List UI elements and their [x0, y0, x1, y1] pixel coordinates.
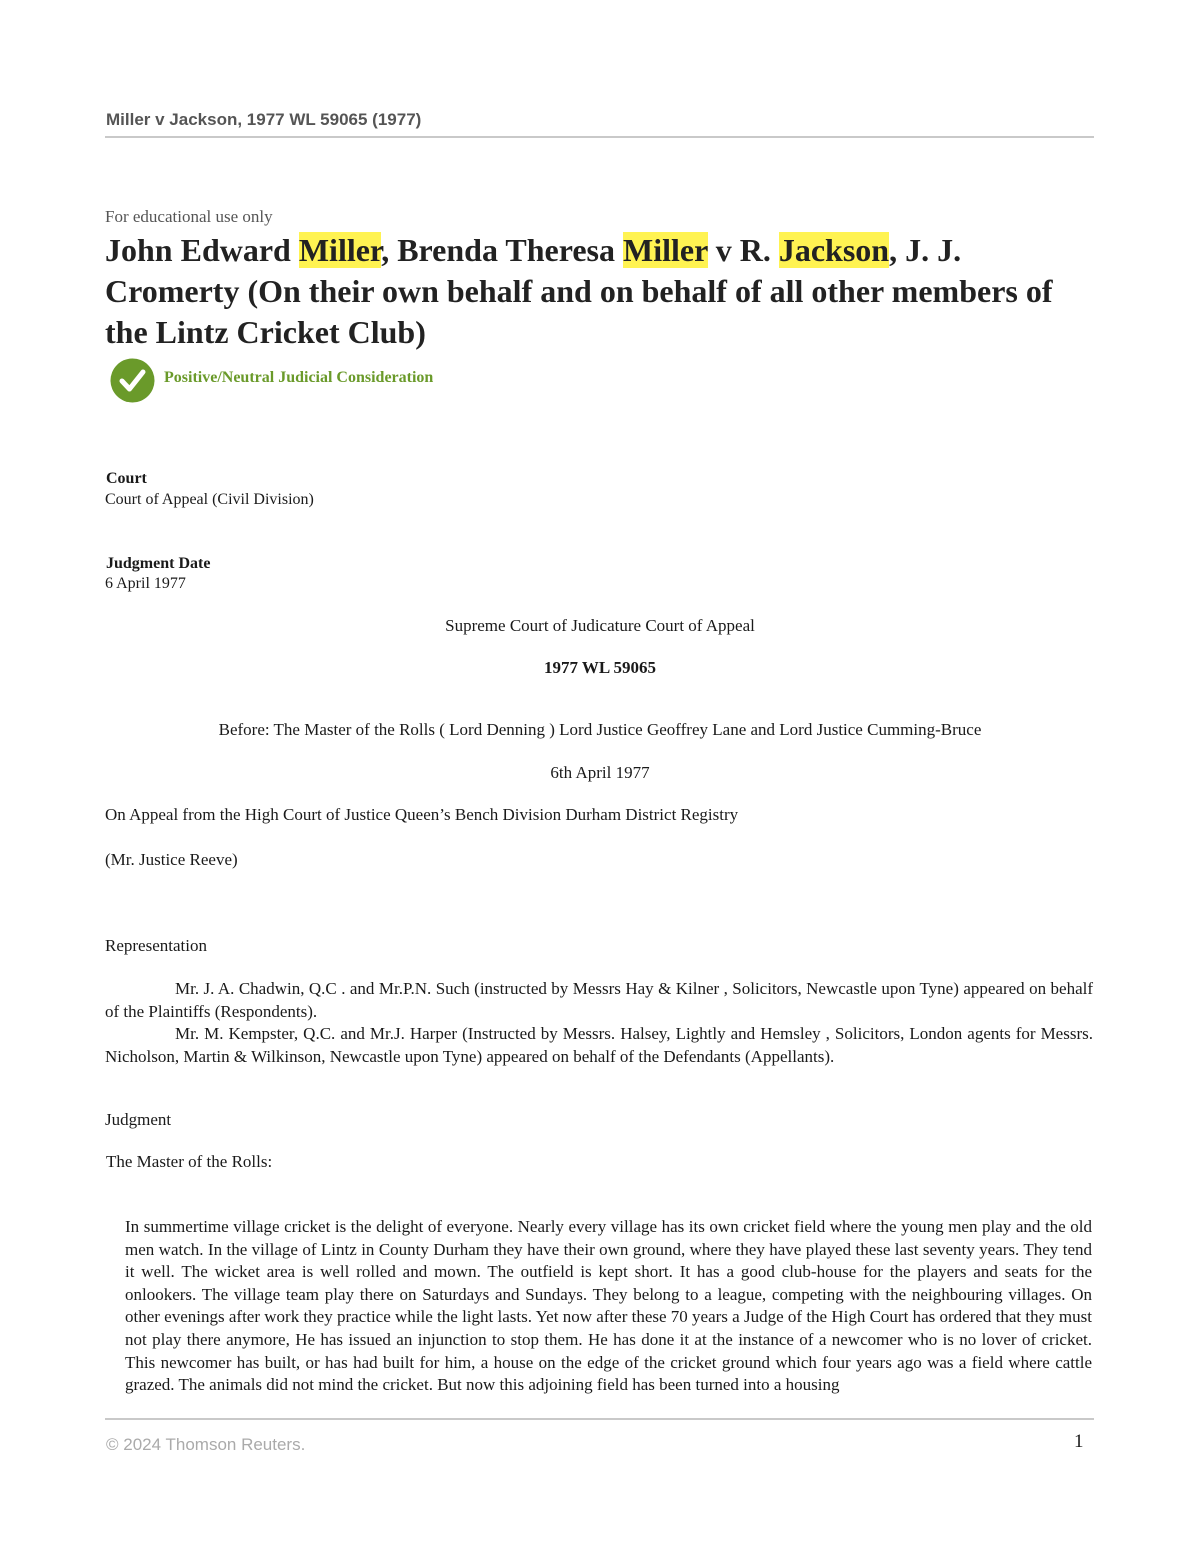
title-text: , J. J. Cromerty (On their own behalf and on behalf of all other members of the Lintz Cricket Club) [105, 232, 1053, 350]
judgment-paragraph: In summertime village cricket is the delight of everyone. Nearly every village has its own cricket field where the young men play and the old men watch. In the village of Lintz in County Durham they have their own ground, where they have played these last seventy years. They tend it well. The wicket area is well rolled and mown. The outfield is kept short. It has a good club-house for the players and seats for the onlookers. The village team play there on Saturdays and Sundays. They belong to a league, competing with the neighbouring villages. On other evenings after work they practice while the light lasts. Yet now after these 70 years a Judge of the High Court has ordered that they must not play there anymore, He has issued an injunction to stop them. He has done it at the instance of a newcomer who is no lover of cricket. This newcomer has built, or has had built for him, a house on the edge of the cricket ground which four years ago was a field where cattle grazed. The animals did not mind the cricket. But now this adjoining field has been turned into a housing [125, 1217, 1092, 1395]
citation: 1977 WL 59065 [543, 658, 657, 677]
copyright-notice: © 2024 Thomson Reuters. [106, 1435, 306, 1454]
keycite-flag-label[interactable]: Positive/Neutral Judicial Consideration [164, 369, 434, 386]
title-text: John Edward [105, 232, 299, 268]
search-highlight: Miller [623, 232, 708, 268]
bench-before: Before: The Master of the Rolls ( Lord Denning ) Lord Justice Geoffrey Lane and Lord Justice Cumming-Bruce [218, 720, 982, 739]
appeal-from: On Appeal from the High Court of Justice Queen’s Bench Division Durham District Registry [105, 805, 739, 824]
representation-heading: Representation [105, 936, 207, 955]
search-highlight: Miller [298, 232, 382, 268]
title-text: , Brenda Theresa [381, 232, 623, 268]
representation-defendants: Mr. M. Kempster, Q.C. and Mr.J. Harper (Instructed by Messrs. Halsey, Lightly and Hemsley , Solicitors, London agents for Messrs. Nicholson, Martin & Wilkinson, Newcastle upon Tyne) appeared on behalf of the Defendants (Appellants). [105, 1024, 1093, 1066]
lower-court-judge: (Mr. Justice Reeve) [105, 850, 238, 869]
judgment-date-value: 6 April 1977 [105, 575, 186, 592]
checkmark-icon [110, 358, 155, 403]
hearing-date: 6th April 1977 [550, 763, 650, 782]
search-highlight: Jackson [778, 232, 890, 268]
header-divider [105, 136, 1094, 138]
document-header-title: Miller v Jackson, 1977 WL 59065 (1977) [106, 110, 422, 129]
court-label: Court [106, 470, 147, 487]
page-number: 1 [1074, 1431, 1084, 1452]
representation-plaintiffs: Mr. J. A. Chadwin, Q.C . and Mr.P.N. Such (instructed by Messrs Hay & Kilner , Solicitors, Newcastle upon Tyne) appeared on behalf of the Plaintiffs (Respondents). [105, 979, 1093, 1021]
court-value: Court of Appeal (Civil Division) [105, 491, 314, 508]
judgment-heading: Judgment [105, 1110, 172, 1129]
judgment-date-label: Judgment Date [106, 555, 211, 572]
footer-divider [105, 1418, 1094, 1420]
educational-use-notice: For educational use only [105, 207, 273, 226]
title-text: v R. [707, 232, 779, 268]
case-title [105, 230, 1095, 353]
judgment-speaker: The Master of the Rolls: [106, 1152, 273, 1171]
court-heading: Supreme Court of Judicature Court of Appeal [445, 616, 755, 635]
